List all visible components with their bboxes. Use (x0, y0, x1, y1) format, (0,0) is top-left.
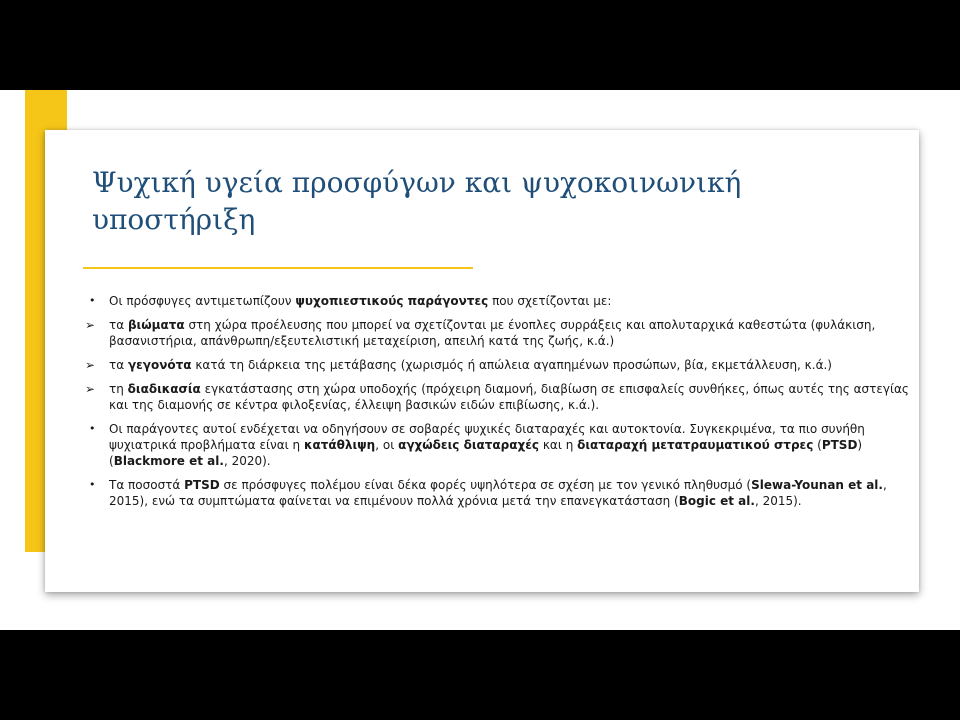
item-text: ( (813, 438, 822, 452)
slide-title: Ψυχική υγεία προσφύγων και ψυχοκοινωνική υποστήριξη (92, 166, 742, 236)
emphasis-text: Blackmore et al. (113, 454, 224, 468)
item-text: που σχετίζονται με: (488, 294, 612, 308)
bullet-icon: • (89, 294, 96, 307)
emphasis-text: αγχώδεις διαταραχές (398, 438, 540, 452)
bullet-icon: • (89, 422, 96, 435)
list-item (85, 317, 915, 349)
arrow-bullet-icon: ➢ (85, 318, 96, 332)
list-item (85, 421, 915, 469)
item-text: τα (109, 318, 128, 332)
item-text: τη (109, 382, 128, 396)
title-underline (83, 267, 473, 269)
item-text: στη χώρα προέλευσης που μπορεί να σχετίζονται με ένοπλες συρράξεις και απολυταρχικά καθεστώτα (φυλάκιση, βασανιστήρια, απάνθρωπη/εξευτελιστική μεταχείριση, απειλή κατά της ζωής, κ.ά.) (109, 318, 876, 348)
content-card (45, 130, 919, 592)
item-text: κατά τη διάρκεια της μετάβασης (χωρισμός ή απώλεια αγαπημένων προσώπων, βία, εκμετάλλευση, κ.ά.) (191, 358, 832, 372)
bullet-icon: • (89, 478, 96, 491)
emphasis-text: διαδικασία (127, 382, 201, 396)
emphasis-text: PTSD (821, 438, 858, 452)
item-text: τα (109, 358, 128, 372)
arrow-bullet-icon: ➢ (85, 382, 96, 396)
item-text: σε πρόσφυγες πολέμου είναι δέκα φορές υψηλότερα σε σχέση με τον γενικό πληθυσμό ( (219, 478, 752, 492)
item-text: , 2015), ενώ τα συμπτώματα φαίνεται να επιμένουν πολλά χρόνια μετά την επανεγκατάσταση ( (109, 478, 887, 508)
list-item (85, 381, 915, 413)
emphasis-text: ψυχοπιεστικούς παράγοντες (295, 294, 489, 308)
emphasis-text: κατάθλιψη (303, 438, 376, 452)
item-text: Οι παράγοντες αυτοί ενδέχεται να οδηγήσουν σε σοβαρές ψυχικές διαταραχές και αυτοκτονία. Συγκεκριμένα, τα πιο συνήθη ψυχιατρικά προβλήματα είναι η (109, 422, 865, 452)
item-text: ) ( (109, 438, 863, 468)
bullet-list (85, 293, 915, 517)
arrow-bullet-icon: ➢ (85, 358, 96, 372)
emphasis-text: διαταραχή μετατραυματικού στρες (577, 438, 814, 452)
emphasis-text: γεγονότα (127, 358, 192, 372)
item-text: , 2020). (223, 454, 271, 468)
item-text: εγκατάστασης στη χώρα υποδοχής (πρόχειρη διαμονή, διαβίωση σε επισφαλείς συνθήκες, όπως αυτές της αστεγίας και της διαμονής σε κέντρα φιλοξενίας, έλλειψη βασικών ειδών επιβίωσης, κ.ά.). (109, 382, 909, 412)
slide (0, 90, 960, 630)
item-text: , οι (375, 438, 399, 452)
emphasis-text: Slewa-Younan et al. (751, 478, 883, 492)
list-item (85, 477, 915, 509)
emphasis-text: PTSD (184, 478, 220, 492)
item-text: και η (539, 438, 578, 452)
emphasis-text: Bogic et al. (678, 494, 755, 508)
item-text: Οι πρόσφυγες αντιμετωπίζουν (109, 294, 296, 308)
item-text: Τα ποσοστά (109, 478, 185, 492)
item-text: , 2015). (754, 494, 802, 508)
list-item (85, 293, 915, 309)
list-item (85, 357, 915, 373)
emphasis-text: βιώματα (127, 318, 185, 332)
